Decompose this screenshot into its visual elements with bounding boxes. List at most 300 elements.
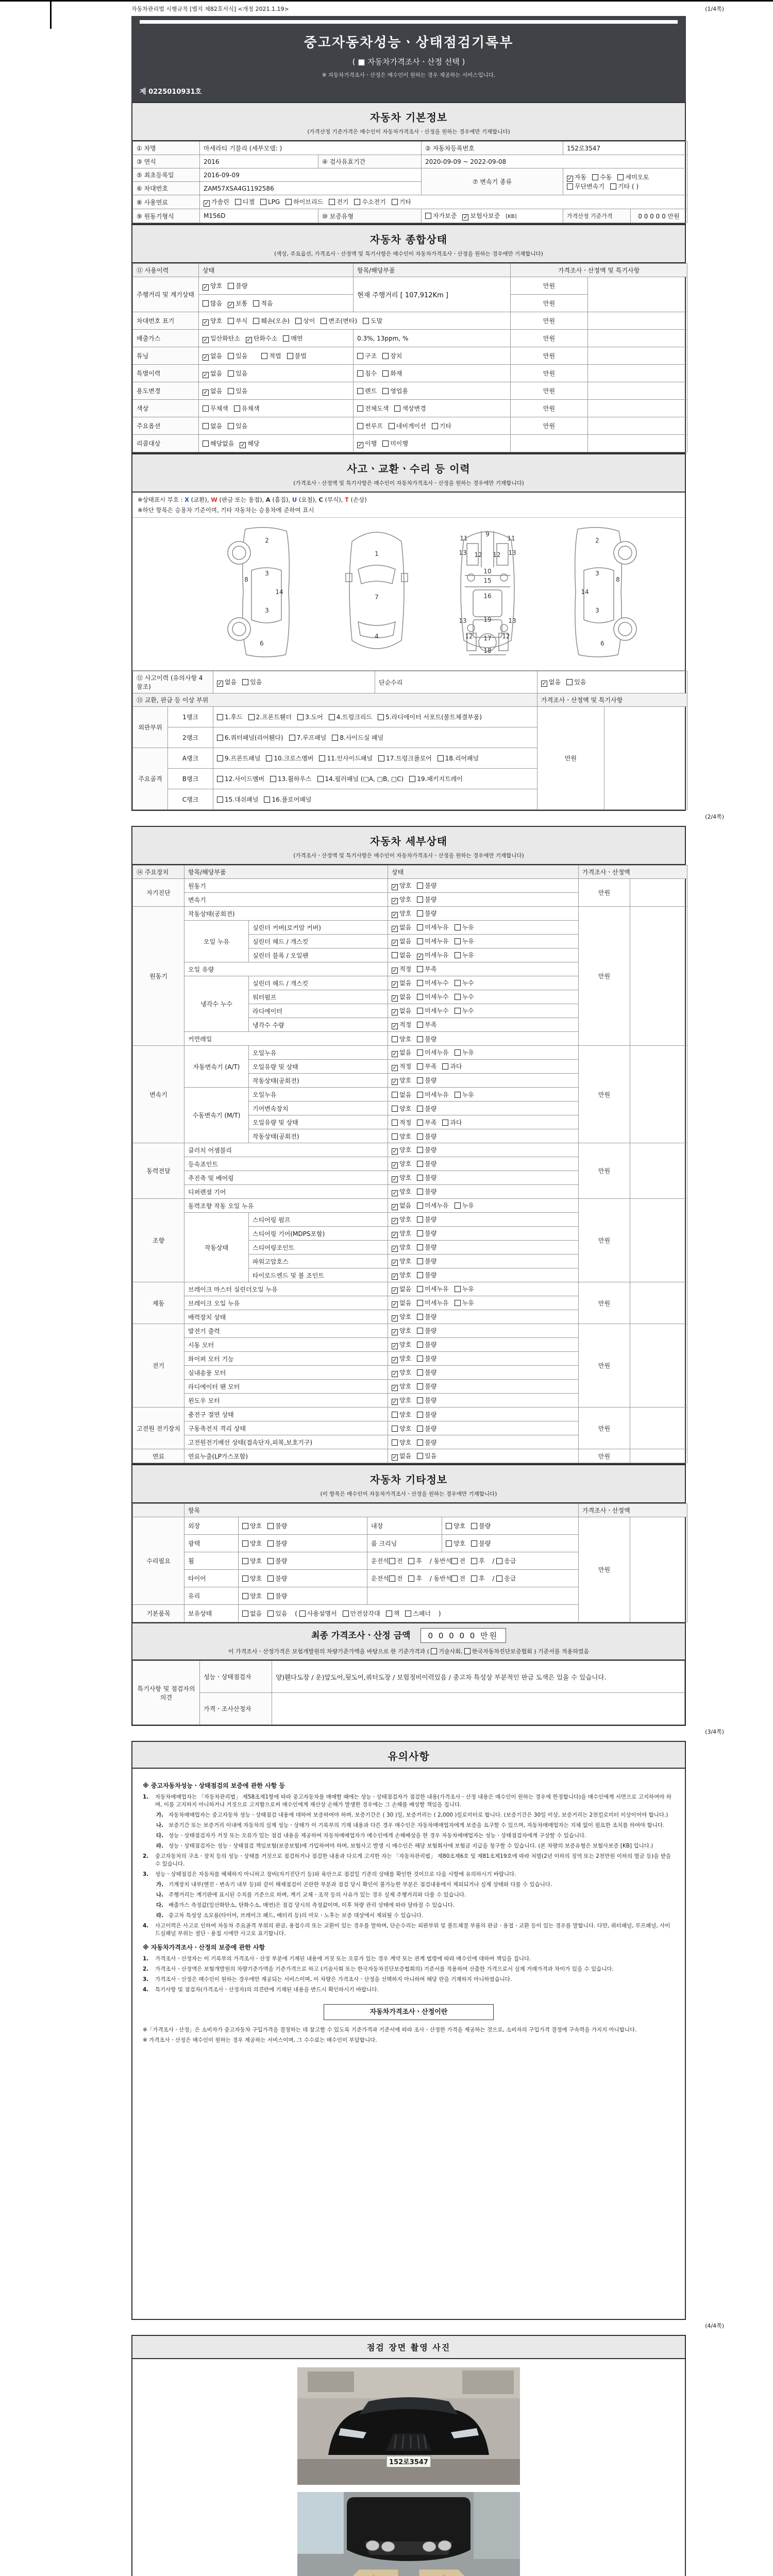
option: 양호 bbox=[242, 1557, 262, 1565]
checkbox[interactable] bbox=[267, 1611, 274, 1617]
panel-number: 19 bbox=[483, 616, 492, 623]
checkbox[interactable] bbox=[471, 1558, 477, 1564]
title-white-strip bbox=[140, 20, 678, 24]
checkbox[interactable] bbox=[471, 1540, 477, 1547]
checkbox[interactable] bbox=[266, 755, 272, 761]
checkbox[interactable] bbox=[455, 938, 461, 944]
checkbox[interactable] bbox=[389, 423, 395, 429]
checkbox[interactable] bbox=[228, 318, 234, 324]
checkbox[interactable] bbox=[417, 1092, 423, 1098]
checkbox[interactable] bbox=[228, 370, 234, 377]
checkbox[interactable] bbox=[417, 1049, 423, 1056]
checkbox[interactable] bbox=[392, 1439, 398, 1446]
checkbox[interactable] bbox=[267, 1575, 274, 1582]
panel-number: 18 bbox=[483, 647, 492, 654]
checkbox[interactable] bbox=[389, 1558, 395, 1564]
checkbox[interactable]: ✓ bbox=[217, 680, 223, 687]
checkbox[interactable]: ✓ bbox=[392, 911, 397, 918]
checkbox[interactable] bbox=[417, 1369, 423, 1376]
checkbox[interactable] bbox=[378, 714, 384, 720]
item-label: 외장 bbox=[184, 1517, 239, 1535]
column-header: ⑪ 사용이력 bbox=[133, 264, 199, 277]
checkbox[interactable]: ✓ bbox=[203, 353, 208, 361]
option: 누수 bbox=[455, 979, 474, 987]
checkbox[interactable]: ✓ bbox=[240, 441, 245, 448]
title-option-line: ( ■ 자동차가격조사ㆍ산정 선택 ) bbox=[352, 57, 465, 66]
checkbox[interactable] bbox=[392, 1036, 398, 1042]
checkbox[interactable] bbox=[417, 1258, 423, 1264]
checkbox[interactable]: ✓ bbox=[203, 371, 208, 378]
checkbox[interactable]: ✓ bbox=[392, 1217, 397, 1224]
inspector-opinion: 양)휀다도장 / 운)앞도어,뒷도어,쿼터도장 / 보험정비이력있음 / 중고차 특성상 부분적인 판금 도색은 있을 수 있습니다. bbox=[272, 1661, 685, 1693]
checkbox[interactable]: ✓ bbox=[392, 981, 397, 988]
item-label: 브레이크 오일 누유 bbox=[184, 1296, 388, 1310]
checkbox[interactable] bbox=[455, 1286, 461, 1292]
checkbox[interactable] bbox=[417, 1383, 423, 1389]
checkbox[interactable]: ✓ bbox=[392, 1231, 397, 1238]
checkbox[interactable]: ✓ bbox=[417, 953, 423, 960]
status-options bbox=[388, 907, 579, 921]
field-label: ⑤ 최초등록일 bbox=[133, 168, 200, 182]
checkbox[interactable] bbox=[217, 796, 223, 803]
checkbox[interactable]: ✓ bbox=[392, 1370, 397, 1377]
option: 불량 bbox=[417, 1036, 436, 1043]
checkbox[interactable] bbox=[329, 199, 335, 205]
checkbox[interactable]: ✓ bbox=[228, 301, 233, 308]
option: 있음 bbox=[228, 352, 247, 360]
checkbox[interactable]: ✓ bbox=[392, 1078, 397, 1085]
checkbox[interactable] bbox=[417, 1175, 423, 1181]
checkbox[interactable]: ✓ bbox=[392, 1259, 397, 1266]
checkbox[interactable] bbox=[417, 1314, 423, 1320]
checkbox[interactable]: ✓ bbox=[392, 1162, 397, 1168]
checkbox[interactable]: ✓ bbox=[392, 1009, 397, 1015]
option: ✓ 양호 bbox=[392, 1244, 412, 1252]
checkbox[interactable] bbox=[417, 1036, 423, 1042]
option: 불량 bbox=[417, 1439, 436, 1446]
checkbox[interactable] bbox=[425, 213, 431, 219]
checkbox[interactable] bbox=[417, 1008, 423, 1014]
option: 15.대쉬패널 bbox=[217, 796, 258, 803]
notice-item: 라. 성능ㆍ상태점검자는 성능ㆍ상태점검 책임보험(보증보험)에 가입하여야 하며, 보험사고 발생 시 매수인은 해당 보험회사에 보험금 지급을 청구할 수 있습니다. (본 차량의 보증유형은 보험사보증 [KB] 입니다.) bbox=[156, 1843, 653, 1849]
checkbox[interactable]: ✓ bbox=[392, 1050, 397, 1057]
first-registration-value: 2016-09-09 bbox=[200, 168, 422, 182]
checkbox[interactable] bbox=[357, 353, 363, 359]
checkbox[interactable] bbox=[496, 1575, 502, 1582]
checkbox[interactable] bbox=[417, 1022, 423, 1028]
checkbox[interactable] bbox=[394, 405, 400, 412]
option: 세미오토 bbox=[617, 174, 649, 181]
checkbox[interactable] bbox=[392, 1092, 398, 1098]
checkbox[interactable] bbox=[417, 1230, 423, 1236]
checkbox[interactable] bbox=[295, 318, 301, 324]
checkbox[interactable] bbox=[382, 440, 389, 447]
option: 부족 bbox=[417, 1021, 436, 1028]
checkbox[interactable] bbox=[446, 1540, 452, 1547]
item-label: 유리 bbox=[184, 1587, 239, 1605]
checkbox[interactable]: ✓ bbox=[392, 1190, 397, 1196]
checkbox[interactable] bbox=[217, 735, 223, 741]
checkbox[interactable] bbox=[287, 353, 293, 359]
checkbox[interactable] bbox=[417, 896, 423, 903]
option: 3.도어 bbox=[297, 714, 323, 721]
option: 있음 bbox=[228, 370, 247, 377]
checkbox[interactable] bbox=[319, 755, 325, 761]
option: ✓ 없음 bbox=[392, 1452, 412, 1461]
checkbox[interactable] bbox=[417, 1077, 423, 1083]
checkbox[interactable] bbox=[283, 335, 289, 342]
checkbox[interactable]: ✓ bbox=[203, 318, 208, 326]
checkbox[interactable] bbox=[242, 1611, 248, 1617]
checkbox[interactable] bbox=[270, 776, 276, 782]
option: ✓ 양호 bbox=[392, 1188, 412, 1196]
notice-item: 1. 가격조사ㆍ산정자는 이 기록부의 가격조사ㆍ산정 부분에 기재된 내용에 거짓 또는 오류가 있는 경우 계약 또는 관계 법령에 따라 매수인에 대하여 책임을 집니다. bbox=[143, 1956, 531, 1962]
checkbox[interactable] bbox=[332, 735, 338, 741]
checkbox[interactable] bbox=[242, 1593, 248, 1599]
option: 디젤 bbox=[235, 198, 255, 206]
checkbox[interactable]: ✓ bbox=[358, 441, 363, 448]
basic-info-heading bbox=[131, 102, 686, 141]
checkbox[interactable] bbox=[567, 183, 573, 190]
price-cell: 만원 bbox=[511, 400, 588, 417]
option: 자가보증 bbox=[425, 212, 457, 219]
checkbox[interactable] bbox=[203, 405, 209, 412]
checkbox[interactable] bbox=[261, 353, 267, 359]
checkbox[interactable] bbox=[217, 776, 223, 782]
checkbox[interactable] bbox=[228, 353, 234, 359]
checkbox[interactable]: ✓ bbox=[392, 1148, 397, 1155]
checkbox[interactable] bbox=[417, 1133, 423, 1140]
checkbox[interactable] bbox=[417, 1189, 423, 1195]
item-label: 라디에이터 팬 모터 bbox=[184, 1380, 388, 1394]
checkbox[interactable]: ✓ bbox=[203, 283, 208, 291]
checkbox[interactable] bbox=[248, 714, 255, 720]
checkbox[interactable] bbox=[253, 300, 259, 307]
checkbox[interactable] bbox=[451, 1558, 458, 1564]
status-options bbox=[388, 1101, 579, 1115]
checkbox[interactable] bbox=[392, 199, 398, 205]
checkbox[interactable] bbox=[242, 679, 248, 685]
checkbox[interactable] bbox=[610, 183, 616, 190]
status-options bbox=[388, 990, 579, 1004]
checkbox[interactable] bbox=[242, 1575, 248, 1582]
checkbox[interactable]: ✓ bbox=[203, 336, 208, 343]
checkbox[interactable] bbox=[417, 1161, 423, 1167]
status-options bbox=[388, 1268, 579, 1282]
checkbox[interactable] bbox=[289, 735, 295, 741]
notes-cell bbox=[630, 1324, 687, 1408]
option: 불량 bbox=[417, 1216, 436, 1223]
option: 부식 bbox=[228, 317, 247, 325]
checkbox[interactable] bbox=[228, 388, 234, 394]
checkbox[interactable] bbox=[357, 405, 363, 412]
rank-label: 1랭크 bbox=[168, 707, 213, 727]
item-label: 시동 모터 bbox=[184, 1338, 388, 1352]
checkbox[interactable]: ✓ bbox=[392, 939, 397, 946]
checkbox[interactable] bbox=[431, 1648, 437, 1654]
device-group-label: 동력전달 bbox=[133, 1143, 184, 1199]
option: ✓ 양호 bbox=[392, 1230, 412, 1238]
checkbox[interactable] bbox=[464, 1648, 470, 1654]
checkbox[interactable] bbox=[417, 1342, 423, 1348]
checkbox[interactable] bbox=[267, 1540, 274, 1547]
checkbox[interactable] bbox=[455, 994, 461, 1000]
checkbox[interactable]: ✓ bbox=[392, 897, 397, 904]
status-options bbox=[388, 879, 579, 893]
document-number: 제 0225010931호 bbox=[140, 88, 202, 96]
checkbox[interactable] bbox=[392, 1426, 398, 1432]
notes-cell bbox=[604, 707, 687, 810]
checkbox[interactable] bbox=[417, 994, 423, 1000]
option: 불량 bbox=[417, 882, 436, 889]
checkbox[interactable] bbox=[496, 1558, 502, 1564]
checkbox[interactable]: ✓ bbox=[463, 214, 468, 221]
option: 훼손(오손) bbox=[253, 317, 290, 325]
item-label: 타이로드엔드 및 볼 조인트 bbox=[249, 1268, 388, 1282]
option: 누유 bbox=[455, 1049, 474, 1056]
checkbox[interactable] bbox=[442, 1063, 448, 1070]
fuel-type-options bbox=[200, 195, 687, 209]
checkbox[interactable] bbox=[382, 388, 389, 394]
checkbox[interactable] bbox=[382, 370, 389, 377]
device-group-label: 원동기 bbox=[133, 907, 184, 1046]
checkbox[interactable] bbox=[455, 1092, 461, 1098]
checkbox[interactable] bbox=[343, 1611, 349, 1617]
option: ✓ 양호 bbox=[392, 896, 412, 904]
checkbox[interactable] bbox=[417, 1147, 423, 1153]
checkbox[interactable]: ✓ bbox=[392, 1301, 397, 1308]
status-options bbox=[388, 1088, 579, 1101]
checkbox[interactable] bbox=[417, 924, 423, 930]
checkbox[interactable] bbox=[267, 1593, 274, 1599]
checkbox[interactable] bbox=[455, 924, 461, 930]
option: 미세누유 bbox=[417, 938, 448, 945]
checkbox[interactable] bbox=[471, 1575, 477, 1582]
checkbox[interactable] bbox=[451, 1575, 458, 1582]
option: 해당없음 bbox=[203, 440, 234, 447]
checkbox[interactable]: ✓ bbox=[392, 1398, 397, 1405]
option: ✓ 없음 bbox=[392, 1202, 412, 1210]
option: 불량 bbox=[417, 1258, 436, 1265]
option: 수소전기 bbox=[354, 198, 385, 206]
checkbox[interactable]: ✓ bbox=[567, 175, 573, 182]
notes-cell bbox=[630, 1199, 687, 1282]
panel-number: 6 bbox=[600, 640, 604, 647]
page-marker-1: (1/4쪽) bbox=[705, 6, 724, 12]
checkbox[interactable] bbox=[378, 755, 384, 761]
checkbox[interactable] bbox=[357, 370, 363, 377]
checkbox[interactable] bbox=[203, 440, 209, 447]
checkbox[interactable] bbox=[438, 755, 444, 761]
special-notes-table bbox=[131, 1660, 686, 1726]
status-options bbox=[388, 1255, 579, 1268]
checkbox[interactable] bbox=[455, 1008, 461, 1014]
option: 누수 bbox=[455, 993, 474, 1001]
checkbox[interactable] bbox=[228, 283, 234, 289]
column-header: 항목 bbox=[184, 1504, 579, 1517]
basic-items-group-label: 기본품목 bbox=[133, 1605, 184, 1622]
checkbox[interactable] bbox=[382, 353, 389, 359]
checkbox[interactable] bbox=[471, 1523, 477, 1529]
checkbox[interactable] bbox=[267, 1523, 274, 1529]
checkbox[interactable] bbox=[417, 1439, 423, 1446]
checkbox[interactable] bbox=[260, 199, 266, 205]
checkbox[interactable]: ✓ bbox=[392, 884, 397, 890]
checkbox[interactable] bbox=[392, 1133, 398, 1140]
option: 불량 bbox=[417, 910, 436, 917]
checkbox[interactable] bbox=[417, 1244, 423, 1250]
checkbox[interactable] bbox=[392, 1412, 398, 1418]
checkbox[interactable]: ✓ bbox=[392, 1343, 397, 1349]
option: 불량 bbox=[417, 1397, 436, 1404]
checkbox[interactable] bbox=[242, 1558, 248, 1564]
checkbox[interactable] bbox=[408, 1558, 414, 1564]
checkbox[interactable]: ✓ bbox=[392, 1204, 397, 1210]
option: ✓ 보통 bbox=[228, 299, 248, 308]
usage-history-label: 주행거리 및 계기상태 bbox=[133, 277, 199, 312]
checkbox[interactable] bbox=[363, 318, 369, 324]
checkbox[interactable] bbox=[417, 1300, 423, 1306]
option: 1.후드 bbox=[217, 714, 243, 721]
checkbox[interactable] bbox=[417, 1355, 423, 1362]
status-options bbox=[388, 1227, 579, 1241]
status-options bbox=[199, 330, 354, 347]
checkbox[interactable]: ✓ bbox=[542, 680, 547, 687]
checkbox[interactable]: ✓ bbox=[392, 1273, 397, 1280]
checkbox[interactable] bbox=[455, 980, 461, 986]
appraiser-opinion bbox=[272, 1693, 685, 1725]
checkbox[interactable]: ✓ bbox=[392, 1023, 397, 1029]
checkbox[interactable]: ✓ bbox=[204, 200, 209, 207]
panel-number: 3 bbox=[265, 570, 269, 577]
checkbox[interactable] bbox=[417, 938, 423, 944]
checkbox[interactable] bbox=[264, 796, 270, 803]
checkbox[interactable]: ✓ bbox=[392, 1064, 397, 1071]
checkbox[interactable] bbox=[417, 966, 423, 972]
checkbox[interactable] bbox=[409, 776, 415, 782]
page-marker-2: (2/4쪽) bbox=[705, 814, 724, 820]
option: 누유 bbox=[455, 938, 474, 945]
checkbox[interactable] bbox=[235, 199, 241, 205]
option: ✓ 적정 bbox=[392, 1021, 412, 1029]
checkbox[interactable] bbox=[242, 1523, 248, 1529]
checkbox[interactable] bbox=[417, 1216, 423, 1223]
checkbox[interactable] bbox=[242, 1540, 248, 1547]
checkbox[interactable] bbox=[217, 714, 223, 720]
checkbox[interactable] bbox=[267, 1558, 274, 1564]
checkbox[interactable] bbox=[354, 199, 360, 205]
checkbox[interactable] bbox=[357, 388, 363, 394]
checkbox[interactable] bbox=[417, 1286, 423, 1292]
checkbox[interactable] bbox=[417, 910, 423, 917]
price-cell: 만원 bbox=[511, 312, 588, 330]
checkbox[interactable] bbox=[299, 1611, 306, 1617]
checkbox[interactable] bbox=[405, 1611, 411, 1617]
checkbox[interactable] bbox=[392, 952, 398, 958]
checkbox[interactable] bbox=[317, 776, 324, 782]
checkbox[interactable] bbox=[386, 1611, 392, 1617]
checkbox[interactable] bbox=[617, 174, 624, 180]
checkbox[interactable] bbox=[446, 1523, 452, 1529]
item-label: 스티어링 펌프 bbox=[249, 1213, 388, 1227]
checkbox[interactable]: ✓ bbox=[392, 1384, 397, 1391]
checkbox[interactable] bbox=[566, 679, 573, 685]
checkbox[interactable]: ✓ bbox=[392, 1357, 397, 1363]
option: 적음 bbox=[253, 300, 273, 307]
checkbox[interactable] bbox=[417, 1106, 423, 1112]
checkbox[interactable] bbox=[455, 952, 461, 958]
checkbox[interactable] bbox=[228, 423, 234, 429]
checkbox[interactable] bbox=[417, 1397, 423, 1403]
checkbox[interactable] bbox=[442, 1120, 448, 1126]
price-cell: 만원 bbox=[511, 365, 588, 382]
checkbox[interactable] bbox=[417, 1426, 423, 1432]
checkbox[interactable] bbox=[592, 174, 598, 180]
checkbox[interactable]: ✓ bbox=[392, 967, 397, 974]
checkbox[interactable] bbox=[329, 714, 335, 720]
checkbox[interactable]: ✓ bbox=[392, 1176, 397, 1182]
checkbox[interactable] bbox=[455, 1202, 461, 1209]
checkbox[interactable]: ✓ bbox=[203, 388, 208, 396]
checkbox[interactable]: ✓ bbox=[392, 1454, 397, 1461]
checkbox[interactable]: ✓ bbox=[392, 1245, 397, 1252]
checkbox[interactable] bbox=[203, 423, 209, 429]
checkbox[interactable] bbox=[285, 199, 292, 205]
checkbox[interactable] bbox=[417, 1453, 423, 1459]
checkbox[interactable]: ✓ bbox=[392, 925, 397, 932]
checkbox[interactable] bbox=[417, 1202, 423, 1209]
checkbox[interactable] bbox=[392, 1106, 398, 1112]
status-options bbox=[388, 1004, 579, 1018]
notes-cell bbox=[588, 277, 687, 312]
checkbox[interactable] bbox=[432, 423, 438, 429]
checkbox[interactable] bbox=[217, 755, 223, 761]
checkbox[interactable]: ✓ bbox=[392, 1287, 397, 1294]
checkbox[interactable] bbox=[417, 1120, 423, 1126]
checkbox[interactable] bbox=[455, 1049, 461, 1056]
option: 전 bbox=[389, 1575, 403, 1582]
notes-cell bbox=[588, 400, 687, 417]
checkbox[interactable] bbox=[417, 1063, 423, 1070]
checkbox[interactable] bbox=[321, 318, 327, 324]
checkbox[interactable] bbox=[389, 1575, 395, 1582]
checkbox[interactable] bbox=[455, 1300, 461, 1306]
checkbox[interactable] bbox=[417, 1412, 423, 1418]
option: 안전삼각대 bbox=[343, 1610, 380, 1617]
option: 불량 bbox=[267, 1522, 287, 1530]
checkbox[interactable] bbox=[357, 423, 363, 429]
checkbox[interactable]: ✓ bbox=[392, 995, 397, 1002]
checkbox[interactable]: ✓ bbox=[392, 1329, 397, 1335]
checkbox[interactable] bbox=[234, 405, 240, 412]
status-options bbox=[442, 1535, 579, 1552]
option: 미세누유 bbox=[417, 924, 448, 931]
checkbox[interactable]: ✓ bbox=[246, 336, 251, 343]
checkbox[interactable] bbox=[392, 1120, 398, 1126]
checkbox[interactable] bbox=[297, 714, 304, 720]
checkbox[interactable] bbox=[408, 1575, 414, 1582]
checkbox[interactable] bbox=[417, 883, 423, 889]
checkbox[interactable] bbox=[417, 1272, 423, 1278]
checkbox[interactable]: ✓ bbox=[392, 1315, 397, 1321]
checkbox[interactable] bbox=[253, 318, 259, 324]
option: ✓ 적정 bbox=[392, 1063, 412, 1071]
option: 양호 bbox=[242, 1592, 262, 1600]
checkbox[interactable] bbox=[417, 1328, 423, 1334]
option: 미세누유 bbox=[417, 1049, 448, 1056]
checkbox[interactable] bbox=[203, 300, 209, 307]
checkbox[interactable] bbox=[417, 980, 423, 986]
